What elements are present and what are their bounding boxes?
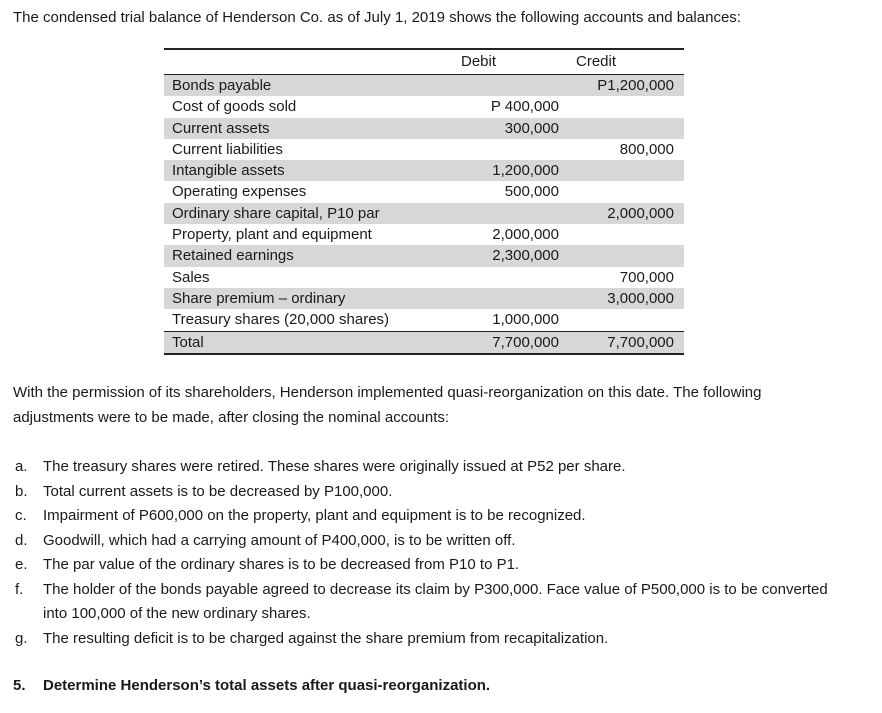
table-row — [164, 309, 684, 330]
credit-amount: P1,200,000 — [597, 77, 674, 94]
list-text: The resulting deficit is to be charged against the share premium from recapitalization. — [43, 629, 609, 647]
total-row — [164, 331, 684, 355]
table-row — [164, 288, 684, 309]
list-text: Total current assets is to be decreased by P100,000. — [43, 482, 393, 500]
list-item — [13, 578, 843, 627]
table-row — [164, 267, 684, 288]
account-name: Share premium – ordinary — [172, 289, 346, 307]
table-row — [164, 74, 684, 96]
credit-amount: 2,000,000 — [607, 204, 674, 222]
question — [13, 677, 490, 694]
account-name: Ordinary share capital, P10 par — [172, 204, 380, 222]
table-header — [164, 48, 684, 74]
table-row — [164, 224, 684, 245]
list-text: Impairment of P600,000 on the property, plant and equipment is to be recognized. — [43, 507, 586, 524]
list-marker: b. — [15, 482, 28, 500]
account-name: Current liabilities — [172, 140, 283, 158]
account-name: Property, plant and equipment — [172, 226, 372, 244]
debit-amount: 300,000 — [504, 119, 559, 137]
list-item — [13, 529, 843, 554]
question-text: Determine Henderson’s total assets after quasi-reorganization. — [43, 677, 491, 694]
credit-amount: 800,000 — [619, 140, 674, 158]
table-row — [164, 139, 684, 160]
list-marker: d. — [15, 531, 28, 549]
debit-amount: 500,000 — [504, 183, 559, 201]
account-name: Sales — [172, 268, 210, 286]
debit-amount: 1,000,000 — [492, 311, 559, 329]
list-marker: f. — [15, 580, 24, 598]
list-marker: g. — [15, 629, 28, 647]
credit-amount: 3,000,000 — [607, 289, 674, 307]
table-row — [164, 118, 684, 139]
table-row — [164, 160, 684, 181]
credit-amount: 700,000 — [619, 268, 674, 286]
question-number: 5. — [13, 677, 26, 694]
debit-amount: 2,300,000 — [492, 247, 559, 265]
list-text: The holder of the bonds payable agreed to decrease its claim by P300,000. Face value of P500,000 is to be converted into 100,000 of the new ordinary shares. — [43, 580, 828, 622]
instructions-paragraph: With the permission of its shareholders, Henderson implemented quasi-reorganization on this date. The following adjustments were to be made, after closing the nominal accounts: — [13, 384, 762, 426]
total-credit: 7,700,000 — [607, 333, 674, 351]
account-name: Retained earnings — [172, 247, 294, 265]
list-item — [13, 504, 843, 529]
debit-header: Debit — [461, 53, 497, 70]
list-marker: e. — [15, 556, 28, 573]
total-label: Total — [172, 333, 204, 351]
list-item — [13, 553, 843, 578]
adjustments-list — [13, 455, 843, 651]
list-item — [13, 627, 843, 652]
list-text: Goodwill, which had a carrying amount of P400,000, is to be written off. — [43, 531, 516, 549]
total-debit: 7,700,000 — [492, 333, 559, 351]
list-item — [13, 455, 843, 480]
intro-text: The condensed trial balance of Henderson Co. as of July 1, 2019 shows the following accounts and balances: — [13, 9, 741, 26]
list-marker: c. — [15, 507, 27, 524]
credit-header: Credit — [576, 53, 617, 70]
debit-amount: 2,000,000 — [492, 226, 559, 244]
debit-amount: 1,200,000 — [492, 162, 559, 180]
list-text: The par value of the ordinary shares is to be decreased from P10 to P1. — [43, 556, 520, 573]
table-row — [164, 203, 684, 224]
list-marker: a. — [15, 458, 28, 475]
account-name: Bonds payable — [172, 77, 272, 94]
account-name: Treasury shares (20,000 shares) — [172, 311, 390, 329]
list-text: The treasury shares were retired. These shares were originally issued at P52 per share. — [43, 458, 626, 475]
table-row — [164, 181, 684, 202]
account-name: Cost of goods sold — [172, 98, 297, 116]
account-name: Intangible assets — [172, 162, 285, 180]
account-name: Operating expenses — [172, 183, 307, 201]
trial-balance-table — [164, 48, 684, 355]
list-item — [13, 480, 843, 505]
debit-amount: P 400,000 — [490, 98, 559, 116]
table-row — [164, 245, 684, 266]
table-row — [164, 96, 684, 117]
account-name: Current assets — [172, 119, 270, 137]
